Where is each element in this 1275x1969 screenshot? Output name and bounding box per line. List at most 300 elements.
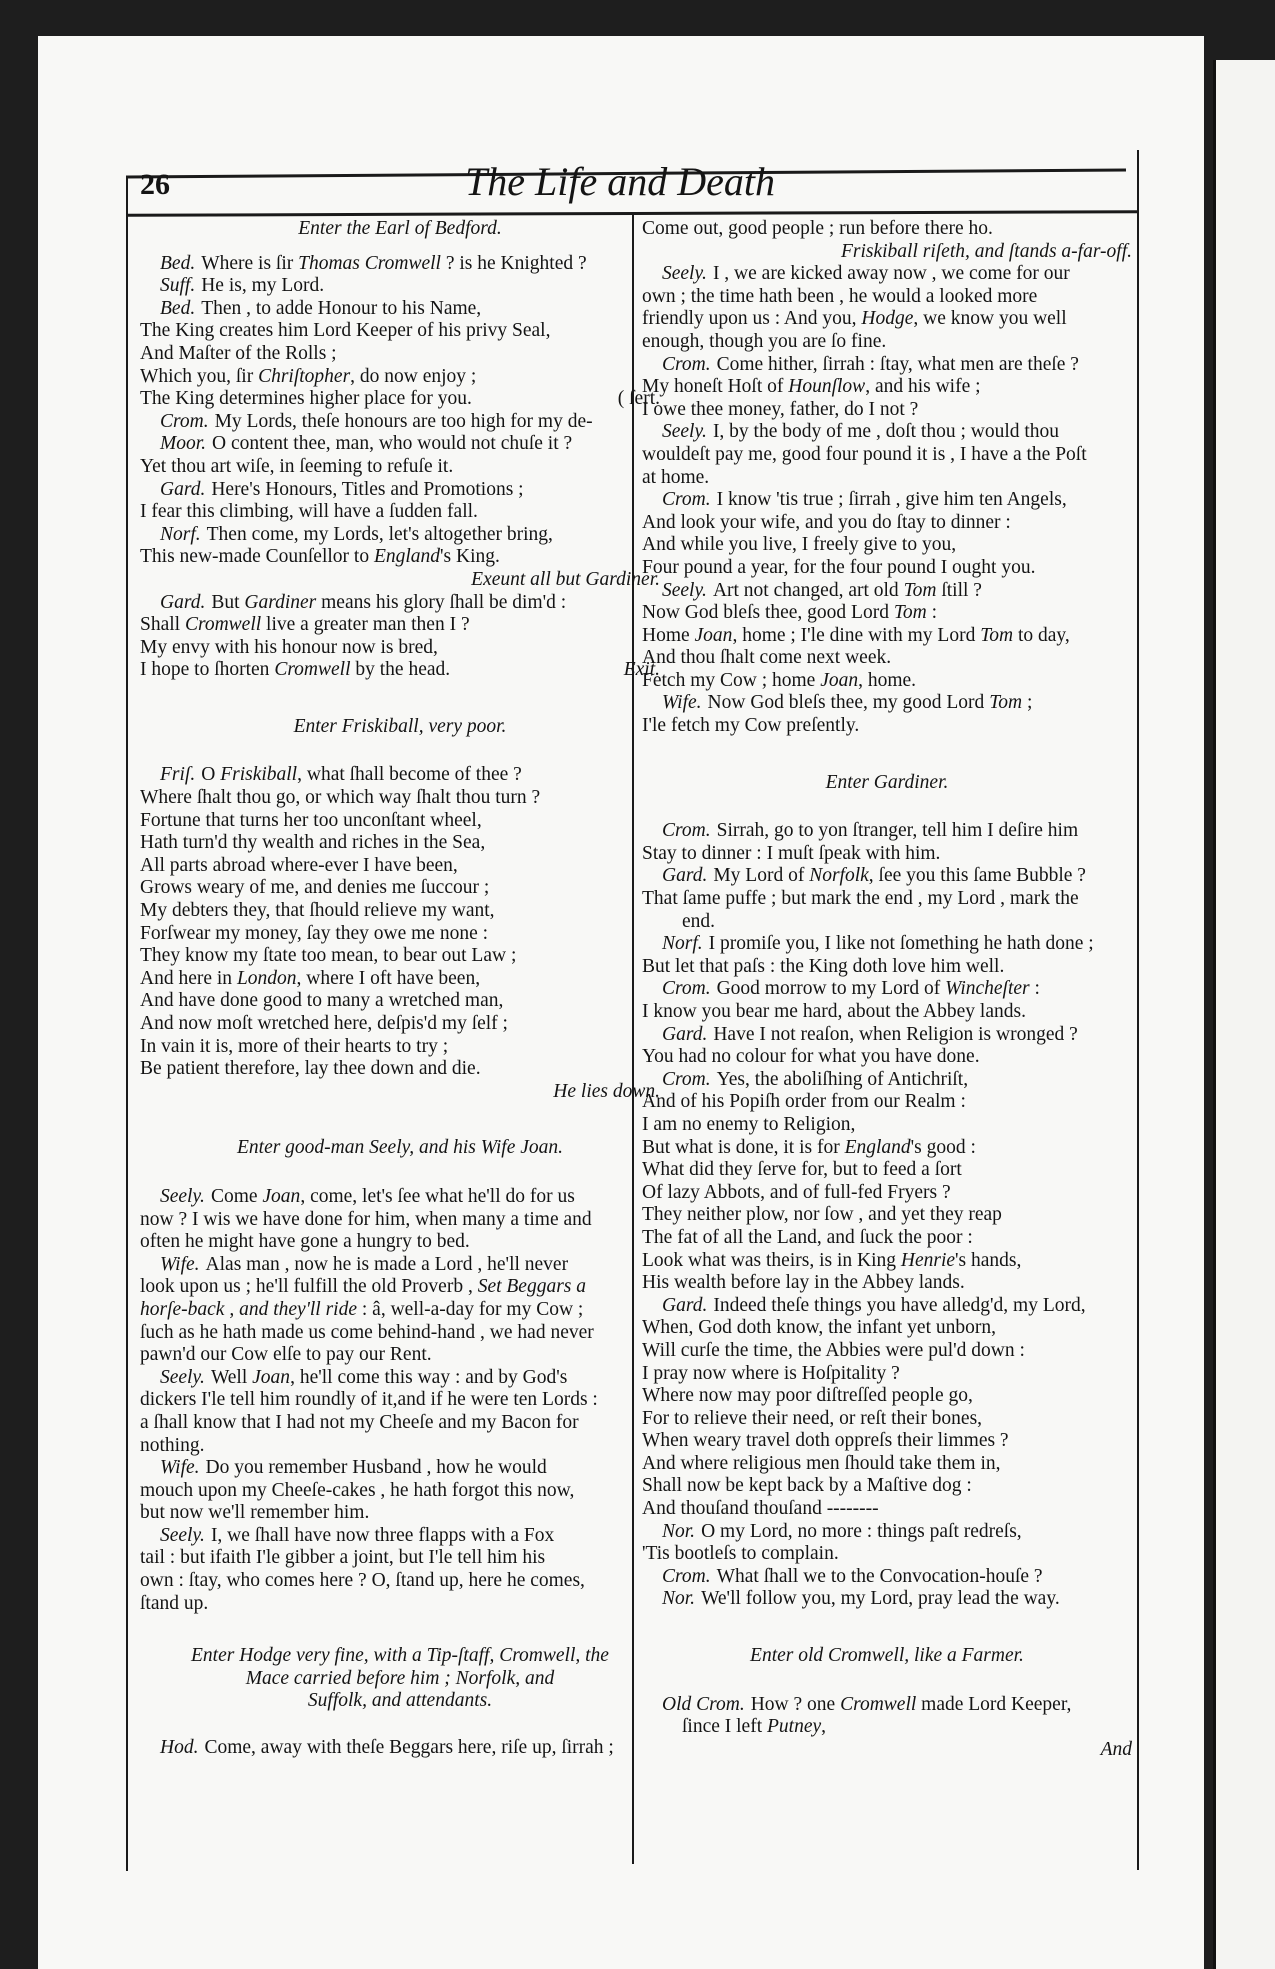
text-segment: means his glory ſhall be dim'd : bbox=[316, 591, 567, 613]
text-segment: , he'll come this way : and by God's bbox=[290, 1366, 568, 1388]
text-segment: Now God bleſs thee, good Lord bbox=[642, 602, 894, 624]
text-segment: I fear this climbing, will have a ſudden fall. bbox=[140, 501, 478, 523]
text-line bbox=[642, 1408, 1132, 1431]
text-line bbox=[140, 1525, 660, 1548]
text-segment: Fetch my Cow ; home bbox=[642, 669, 821, 691]
text-line bbox=[642, 625, 1132, 648]
text-segment: I promiſe you, I like not ſomething he hath done ; bbox=[708, 933, 1094, 955]
text-segment: own ; the time hath been , he would a looked more bbox=[642, 285, 1038, 307]
text-segment: ſuch as he hath made us come behind-hand , we had never bbox=[140, 1321, 594, 1343]
speaker-name: Wife. bbox=[662, 692, 702, 714]
speaker-name: Gard. bbox=[160, 591, 206, 613]
stage-direction bbox=[140, 1081, 660, 1104]
text-line bbox=[140, 1367, 660, 1390]
italic-name: Joan bbox=[694, 624, 733, 646]
text-line bbox=[642, 467, 1132, 490]
italic-name: Tom bbox=[980, 624, 1014, 646]
text-line bbox=[140, 1570, 660, 1593]
text-line bbox=[140, 787, 660, 810]
italic-name: Tom bbox=[893, 602, 927, 624]
speaker-name: Crom. bbox=[662, 820, 711, 842]
text-line bbox=[642, 1566, 1132, 1589]
text-segment: , and his wife ; bbox=[865, 376, 981, 398]
text-line bbox=[642, 218, 1132, 241]
text-segment: I know 'tis true ; ſirrah , give him ten Angels, bbox=[716, 489, 1067, 511]
text-segment: dickers I'le tell him roundly of it,and if he were ten Lords : bbox=[140, 1389, 598, 1411]
text-segment: now ? I wis we have done for him, when many a time and bbox=[140, 1208, 592, 1230]
italic-name: Friskiball bbox=[220, 764, 298, 786]
text-line bbox=[642, 1475, 1132, 1498]
text-line bbox=[140, 524, 660, 547]
text-segment: Grows weary of me, and denies me ſuccour ; bbox=[140, 877, 490, 899]
speaker-name: Old Crom. bbox=[662, 1693, 745, 1715]
text-segment: Where now may poor diſtreſſed people go, bbox=[642, 1385, 973, 1407]
text-line bbox=[642, 933, 1132, 956]
text-segment: Yet thou art wiſe, in ſeeming to refuſe it. bbox=[140, 455, 454, 477]
text-segment: ſtill ? bbox=[936, 579, 982, 601]
speaker-name: Bed. bbox=[160, 297, 196, 319]
italic-name: Putney bbox=[767, 1716, 822, 1738]
speaker-name: Crom. bbox=[662, 978, 711, 1000]
text-segment: nothing. bbox=[140, 1434, 205, 1456]
speaker-name: Wife. bbox=[160, 1253, 200, 1275]
text-line bbox=[140, 1254, 660, 1277]
text-line bbox=[642, 911, 1132, 934]
text-segment: When weary travel doth oppreſs their limmes ? bbox=[642, 1430, 1009, 1452]
stage-direction bbox=[642, 1739, 1132, 1762]
text-segment: They know my ſtate too mean, to bear out Law ; bbox=[140, 945, 517, 967]
text-line bbox=[140, 855, 660, 878]
stage-direction bbox=[642, 772, 1132, 795]
italic-name: Hodge bbox=[861, 308, 914, 330]
text-line bbox=[140, 1013, 660, 1036]
text-segment: Now God bleſs thee, my good Lord bbox=[707, 692, 990, 714]
text-line bbox=[140, 253, 660, 276]
text-segment: , come, let's ſee what he'll do for us bbox=[300, 1185, 575, 1207]
text-line bbox=[140, 1480, 660, 1503]
text-segment: Where is ſir bbox=[201, 252, 299, 274]
text-line bbox=[642, 534, 1132, 557]
text-line bbox=[642, 1694, 1132, 1717]
text-line bbox=[642, 1137, 1132, 1160]
text-segment: mouch upon my Cheeſe-cakes , he hath forgot this now, bbox=[140, 1479, 575, 1501]
text-segment: , we know you well bbox=[913, 308, 1067, 330]
italic-name: Tom bbox=[989, 692, 1023, 714]
text-segment: But let that paſs : the King doth love him well. bbox=[642, 955, 1005, 977]
right-text-column bbox=[642, 218, 1132, 1761]
speaker-name: Seely. bbox=[160, 1524, 205, 1546]
text-segment: wouldeſt pay me, good four pound it is , I have a the Poſt bbox=[642, 443, 1087, 465]
text-segment: They neither plow, nor ſow , and yet they reap bbox=[642, 1204, 1002, 1226]
text-line bbox=[140, 923, 660, 946]
text-line bbox=[642, 1114, 1132, 1137]
text-segment: Enter the Earl of Bedford. bbox=[298, 218, 502, 239]
italic-name: Set Beggars a bbox=[477, 1276, 587, 1298]
text-line bbox=[140, 1547, 660, 1570]
text-segment: And now moſt wretched here, deſpis'd my ſelf ; bbox=[140, 1013, 508, 1034]
text-segment: Shall bbox=[140, 614, 185, 636]
text-segment: often he might have gone a hungry to bed. bbox=[140, 1231, 470, 1253]
text-segment: 's King. bbox=[440, 546, 500, 568]
text-segment: All parts abroad where-ever I have been, bbox=[140, 854, 458, 876]
text-segment: I pray now where is Hoſpitality ? bbox=[642, 1362, 900, 1384]
text-segment: Come out, good people ; run before there ho. bbox=[642, 218, 993, 239]
text-segment: enough, though you are ſo fine. bbox=[642, 330, 887, 352]
text-segment: Where ſhalt thou go, or which way ſhalt thou turn ? bbox=[140, 787, 541, 809]
text-line bbox=[642, 1521, 1132, 1544]
text-segment: Then come, my Lords, let's altogether bring, bbox=[206, 523, 553, 545]
text-segment: Of lazy Abbots, and of full-fed Fryers ? bbox=[642, 1181, 951, 1203]
text-line bbox=[642, 1250, 1132, 1273]
text-segment: And Maſter of the Rolls ; bbox=[140, 342, 337, 364]
text-segment: Enter Friskiball, very poor. bbox=[293, 715, 507, 737]
text-line bbox=[140, 546, 660, 569]
speaker-name: Gard. bbox=[662, 1294, 708, 1316]
running-title: The Life and Death bbox=[465, 159, 775, 204]
text-segment: I am no enemy to Religion, bbox=[642, 1113, 856, 1135]
speaker-name: Seely. bbox=[662, 263, 707, 285]
text-segment: end. bbox=[682, 910, 716, 932]
text-segment: , where I oft have been, bbox=[296, 967, 481, 989]
text-line bbox=[642, 956, 1132, 979]
text-line bbox=[140, 1502, 660, 1525]
text-line bbox=[642, 1543, 1132, 1566]
right-margin-text: Exit. bbox=[623, 659, 660, 681]
text-segment: friendly upon us : And you, bbox=[642, 308, 862, 330]
text-line bbox=[140, 877, 660, 900]
italic-name: England bbox=[844, 1136, 911, 1158]
stage-direction bbox=[642, 1645, 1132, 1668]
text-line bbox=[140, 1412, 660, 1435]
text-line bbox=[642, 692, 1132, 715]
text-segment: Will curſe the time, the Abbies were pul'd down : bbox=[642, 1339, 1025, 1361]
speaker-name: Norf. bbox=[662, 933, 703, 955]
text-segment: ; bbox=[1022, 692, 1033, 714]
speaker-name: Crom. bbox=[662, 353, 711, 375]
speaker-name: Crom. bbox=[662, 1068, 711, 1090]
text-segment: The King creates him Lord Keeper of his privy Seal, bbox=[140, 320, 551, 342]
text-line bbox=[642, 1024, 1132, 1047]
italic-name: Cromwell bbox=[840, 1693, 917, 1715]
right-border-rule bbox=[1137, 150, 1139, 1870]
text-segment: I know you bear me hard, about the Abbey lands. bbox=[642, 1001, 1026, 1022]
stage-direction bbox=[140, 218, 660, 241]
text-line bbox=[140, 1737, 660, 1760]
text-line bbox=[140, 1276, 660, 1299]
text-segment: And here in bbox=[140, 967, 237, 989]
text-segment: Then , to adde Honour to his Name, bbox=[201, 297, 482, 319]
text-segment: When, God doth know, the infant yet unborn, bbox=[642, 1317, 996, 1339]
text-line bbox=[642, 399, 1132, 422]
text-line bbox=[642, 1588, 1132, 1611]
text-segment: 's hands, bbox=[955, 1249, 1022, 1271]
text-segment: Here's Honours, Titles and Promotions ; bbox=[211, 478, 524, 500]
text-segment: I hope to ſhorten bbox=[140, 659, 275, 681]
text-line bbox=[642, 1295, 1132, 1318]
stage-direction bbox=[140, 1668, 660, 1691]
text-line bbox=[140, 1389, 660, 1412]
text-segment: Exeunt all but Gardiner. bbox=[471, 568, 660, 590]
text-line bbox=[642, 1204, 1132, 1227]
text-line bbox=[140, 388, 660, 411]
text-segment: but now we'll remember him. bbox=[140, 1502, 370, 1524]
text-line bbox=[642, 865, 1132, 888]
text-segment: 's good : bbox=[910, 1136, 976, 1158]
text-segment: Have I not reaſon, when Religion is wronged ? bbox=[713, 1023, 1078, 1045]
text-segment: : bbox=[1029, 978, 1040, 1000]
text-segment: ? is he Knighted ? bbox=[440, 252, 587, 274]
text-segment: Hath turn'd thy wealth and riches in the Sea, bbox=[140, 832, 486, 854]
stage-direction bbox=[140, 569, 660, 592]
text-line bbox=[642, 286, 1132, 309]
text-segment: by the head. bbox=[350, 659, 451, 681]
text-line bbox=[140, 1058, 660, 1081]
text-segment: Come, away with theſe Beggars here, riſe up, ſirrah ; bbox=[204, 1737, 614, 1759]
text-line bbox=[140, 764, 660, 787]
italic-name: horſe-back , and they'll ride bbox=[140, 1298, 357, 1320]
text-segment: My debters they, that ſhould relieve my want, bbox=[140, 900, 495, 922]
text-segment: I , we are kicked away now , we come for our bbox=[712, 263, 1070, 285]
text-line bbox=[642, 1227, 1132, 1250]
text-line bbox=[140, 614, 660, 637]
text-segment: My envy with his honour now is bred, bbox=[140, 636, 438, 658]
speaker-name: Crom. bbox=[160, 410, 209, 432]
italic-name: Joan bbox=[820, 669, 859, 691]
text-segment: to day, bbox=[1013, 624, 1070, 646]
text-line bbox=[140, 1457, 660, 1480]
speaker-name: Gard. bbox=[662, 865, 708, 887]
text-segment: ſince I left bbox=[682, 1716, 767, 1738]
text-segment: And of his Popiſh order from our Realm : bbox=[642, 1091, 966, 1113]
stage-direction bbox=[140, 1690, 660, 1713]
text-line bbox=[642, 715, 1132, 738]
text-segment: 'Tis bootleſs to complain. bbox=[642, 1543, 839, 1565]
text-line bbox=[140, 900, 660, 923]
speaker-name: Crom. bbox=[662, 1565, 711, 1587]
text-segment: That ſame puffe ; but mark the end , my Lord , mark the bbox=[642, 888, 1079, 910]
text-line bbox=[642, 1182, 1132, 1205]
text-segment: And thou ſhalt come next week. bbox=[642, 647, 892, 669]
text-segment: But what is done, it is for bbox=[642, 1136, 845, 1158]
text-segment: Well bbox=[210, 1366, 253, 1388]
text-segment: This new-made Counſellor to bbox=[140, 546, 374, 568]
speaker-name: Wife. bbox=[160, 1457, 200, 1479]
speaker-name: Suff. bbox=[160, 275, 196, 297]
text-segment: What did they ſerve for, but to feed a ſort bbox=[642, 1159, 962, 1181]
text-line bbox=[140, 298, 660, 321]
text-segment: Do you remember Husband , how he would bbox=[205, 1457, 547, 1479]
text-segment: Enter old Cromwell, like a Farmer. bbox=[750, 1645, 1024, 1667]
text-segment: look upon us ; he'll fulfill the old Proverb , bbox=[140, 1276, 478, 1298]
italic-name: Thomas Cromwell bbox=[298, 252, 441, 274]
text-line bbox=[642, 489, 1132, 512]
text-line bbox=[140, 1299, 660, 1322]
text-segment: Come bbox=[210, 1185, 263, 1207]
text-line bbox=[642, 1091, 1132, 1114]
text-segment: O content thee, man, who would not chuſe it ? bbox=[212, 433, 573, 455]
text-segment: My Lords, theſe honours are too high for my de- bbox=[214, 410, 593, 432]
text-line bbox=[642, 263, 1132, 286]
right-margin-text: ( ſert. bbox=[617, 388, 660, 410]
text-segment: Shall now be kept back by a Maſtive dog : bbox=[642, 1475, 972, 1497]
text-segment: Enter Hodge very fine, with a Tip-ſtaff, Cromwell, the bbox=[191, 1645, 609, 1667]
speaker-name: Moor. bbox=[160, 433, 207, 455]
text-line bbox=[140, 479, 660, 502]
text-line bbox=[140, 501, 660, 524]
left-text-column bbox=[140, 218, 660, 1760]
facing-page-edge bbox=[1213, 60, 1275, 1969]
text-line bbox=[642, 978, 1132, 1001]
text-segment: pawn'd our Cow elſe to pay our Rent. bbox=[140, 1344, 432, 1366]
text-line bbox=[140, 1344, 660, 1367]
text-line bbox=[140, 1209, 660, 1232]
italic-name: Tom bbox=[903, 579, 937, 601]
text-segment: , home ; I'le dine with my Lord bbox=[732, 624, 981, 646]
text-segment: Enter Gardiner. bbox=[825, 771, 949, 793]
text-line bbox=[140, 456, 660, 479]
italic-name: Joan bbox=[252, 1366, 291, 1388]
italic-name: London bbox=[236, 967, 297, 989]
text-segment: own : ſtay, who comes here ? O, ſtand up, here he comes, bbox=[140, 1570, 585, 1592]
stage-direction bbox=[140, 1137, 660, 1160]
italic-name: Gardiner bbox=[244, 591, 317, 613]
text-line bbox=[642, 1340, 1132, 1363]
text-line bbox=[642, 1716, 1132, 1739]
text-line bbox=[140, 810, 660, 833]
text-segment: Alas man , now he is made a Lord , he'll never bbox=[205, 1253, 569, 1275]
speaker-name: Norf. bbox=[160, 523, 201, 545]
text-line bbox=[642, 1498, 1132, 1521]
text-segment: Fortune that turns her too unconſtant wheel, bbox=[140, 809, 482, 831]
text-segment: My Lord of bbox=[713, 865, 810, 887]
text-segment: And where religious men ſhould take them in, bbox=[642, 1452, 1001, 1474]
page-gutter bbox=[1213, 60, 1216, 1969]
text-segment: How ? one bbox=[750, 1693, 841, 1715]
text-segment: Yes, the aboliſhing of Antichriſt, bbox=[716, 1068, 969, 1090]
text-line bbox=[642, 1046, 1132, 1069]
text-line bbox=[642, 331, 1132, 354]
text-segment: Which you, ſir bbox=[140, 365, 259, 387]
text-line bbox=[642, 1363, 1132, 1386]
italic-name: Wincheſter bbox=[945, 978, 1030, 1000]
text-segment: O bbox=[201, 764, 221, 786]
speaker-name: Crom. bbox=[662, 489, 711, 511]
text-line bbox=[642, 602, 1132, 625]
text-segment: ſtand up. bbox=[140, 1592, 209, 1614]
text-segment: Look what was theirs, is in King bbox=[642, 1249, 901, 1271]
text-line bbox=[642, 670, 1132, 693]
text-line bbox=[642, 1453, 1132, 1476]
text-line bbox=[642, 1317, 1132, 1340]
text-line bbox=[642, 843, 1132, 866]
text-line bbox=[140, 411, 660, 434]
text-line bbox=[140, 592, 660, 615]
page-number: 26 bbox=[140, 168, 170, 201]
text-line bbox=[642, 647, 1132, 670]
speaker-name: Bed. bbox=[160, 252, 196, 274]
text-segment: But bbox=[211, 591, 245, 613]
text-line bbox=[140, 433, 660, 456]
speaker-name: Friſ. bbox=[160, 764, 196, 786]
text-segment: Stay to dinner : I muſt ſpeak with him. bbox=[642, 842, 941, 864]
text-line bbox=[140, 968, 660, 991]
text-segment: Indeed theſe things you have alledg'd, my Lord, bbox=[713, 1294, 1086, 1316]
text-line bbox=[140, 990, 660, 1013]
text-segment: And while you live, I freely give to you, bbox=[642, 534, 957, 556]
text-line bbox=[140, 945, 660, 968]
text-segment: You had no colour for what you have done. bbox=[642, 1046, 980, 1068]
text-line bbox=[642, 421, 1132, 444]
text-segment: For to relieve their need, or reſt their bones, bbox=[642, 1407, 983, 1429]
text-line bbox=[140, 366, 660, 389]
text-segment: Good morrow to my Lord of bbox=[716, 978, 946, 1000]
italic-name: Cromwell bbox=[184, 614, 262, 636]
text-line bbox=[642, 1385, 1132, 1408]
text-segment: made Lord Keeper, bbox=[916, 1693, 1072, 1715]
italic-name: England bbox=[373, 546, 441, 568]
text-segment: Mace carried before him ; Norfolk, and bbox=[245, 1667, 555, 1689]
text-line bbox=[140, 1231, 660, 1254]
text-line bbox=[642, 354, 1132, 377]
text-segment: Be patient therefore, lay thee down and die. bbox=[140, 1058, 481, 1080]
speaker-name: Hod. bbox=[160, 1737, 199, 1759]
text-segment: Friskiball riſeth, and ſtands a-far-off. bbox=[840, 240, 1132, 262]
speaker-name: Seely. bbox=[662, 579, 707, 601]
text-segment: , what ſhall become of thee ? bbox=[297, 764, 522, 786]
text-segment: Suffolk, and attendants. bbox=[307, 1690, 493, 1712]
stage-direction bbox=[140, 716, 660, 739]
text-segment: a ſhall know that I had not my Cheeſe and my Bacon for bbox=[140, 1411, 579, 1433]
text-line bbox=[642, 1001, 1132, 1024]
text-segment: at home. bbox=[642, 466, 710, 488]
text-segment: O my Lord, no more : things paſt redreſs, bbox=[701, 1520, 1022, 1542]
left-border-rule bbox=[126, 176, 128, 1871]
text-segment: In vain it is, more of their hearts to try ; bbox=[140, 1035, 449, 1057]
text-segment: He is, my Lord. bbox=[201, 275, 325, 297]
text-line bbox=[642, 1272, 1132, 1295]
text-line bbox=[642, 308, 1132, 331]
text-segment: And bbox=[1100, 1738, 1132, 1760]
text-line bbox=[642, 444, 1132, 467]
stage-direction bbox=[642, 241, 1132, 264]
text-line bbox=[140, 659, 660, 682]
text-line bbox=[140, 275, 660, 298]
italic-name: Hounſlow bbox=[788, 376, 866, 398]
text-segment: Four pound a year, for the four pound I ought you. bbox=[642, 556, 1036, 578]
speaker-name: Gard. bbox=[160, 478, 206, 500]
italic-name: Chriſtopher bbox=[258, 365, 351, 387]
text-line bbox=[642, 376, 1132, 399]
text-segment: I, we ſhall have now three flapps with a Fox bbox=[210, 1524, 555, 1546]
italic-name: Henrie bbox=[900, 1249, 956, 1271]
text-line bbox=[140, 637, 660, 660]
text-line bbox=[642, 512, 1132, 535]
text-line bbox=[140, 1322, 660, 1345]
text-line bbox=[140, 1186, 660, 1209]
text-line bbox=[642, 557, 1132, 580]
text-line bbox=[642, 1159, 1132, 1182]
text-segment: Sirrah, go to yon ſtranger, tell him I deſire him bbox=[716, 820, 1079, 842]
text-segment: And look your wife, and you do ſtay to dinner : bbox=[642, 511, 1011, 533]
speaker-name: Seely. bbox=[160, 1185, 205, 1207]
text-segment: Forſwear my money, ſay they owe me none : bbox=[140, 922, 489, 944]
text-segment: I, by the body of me , doſt thou ; would thou bbox=[712, 421, 1060, 443]
text-segment: The fat of all the Land, and ſuck the poor : bbox=[642, 1226, 973, 1248]
text-segment: Art not changed, art old bbox=[712, 579, 904, 601]
stage-direction bbox=[140, 1645, 660, 1668]
text-segment: And have done good to many a wretched man, bbox=[140, 990, 504, 1012]
text-line bbox=[642, 820, 1132, 843]
